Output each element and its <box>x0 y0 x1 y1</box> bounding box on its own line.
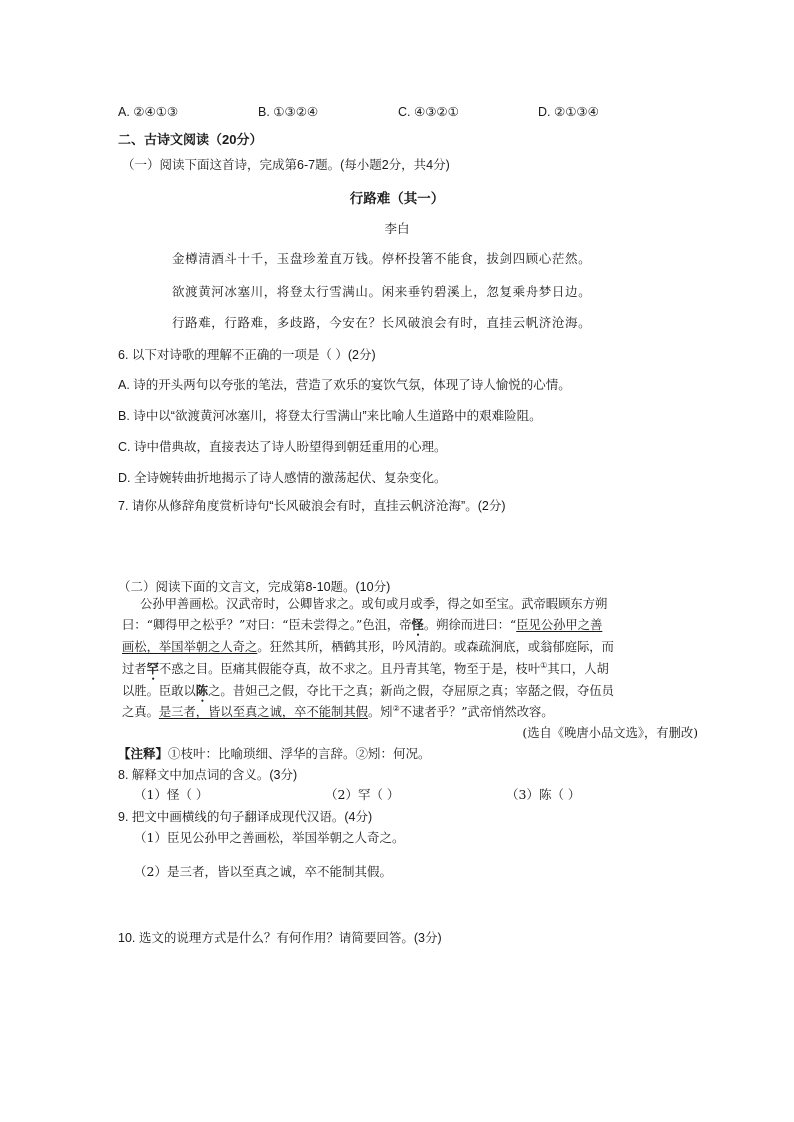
dotted-word-chen: 陈 <box>195 683 209 698</box>
passage-line: 画松，举国举朝之人奇之。狂然其所，栖鹤其形，吟风清韵。或森疏涧底，或翁郁庭际，而 <box>122 640 614 654</box>
q8-item-2: （2）罕（ ） <box>325 787 400 802</box>
option-a: A. ②④①③ <box>118 105 179 119</box>
q8-items <box>134 785 580 803</box>
q8-item-3: （3）陈（ ） <box>506 787 581 802</box>
part2-intro: （二）阅读下面的文言文，完成第8-10题。(10分) <box>118 580 391 594</box>
passage-line: 公孙甲善画松。汉武帝时，公卿皆求之。或旬或月或季，得之如至宝。武帝暇顾东方朔 <box>140 597 608 611</box>
q6-option-a: A. 诗的开头两句以夸张的笔法，营造了欢乐的宴饮气氛，体现了诗人愉悦的心情。 <box>118 378 571 392</box>
notes: 【注释】①枝叶：比喻琐细、浮华的言辞。②矧：何况。 <box>118 746 431 761</box>
dotted-word-han: 罕 <box>146 661 159 676</box>
poem-line: 行路难，行路难，多歧路，今安在？长风破浪会有时，直挂云帆济沧海。 <box>172 315 592 330</box>
poem-author: 李白 <box>384 222 410 236</box>
question-8: 8. 解释文中加点词的含义。(3分) <box>118 768 298 782</box>
section-heading: 二、古诗文阅读（20分） <box>118 132 263 147</box>
q6-option-b: B. 诗中以“欲渡黄河冰塞川，将登太行雪满山”来比喻人生道路中的艰难险阻。 <box>118 409 542 423</box>
passage-line: 过者罕不惑之目。臣痛其假能夺真，故不求之。且丹青其笔，物至于是，枝叶①其口，人胡 <box>122 660 609 676</box>
q6-option-d: D. 全诗婉转曲折地揭示了诗人感情的激荡起伏、复杂变化。 <box>118 471 447 485</box>
dotted-word-guai: 怪 <box>411 617 424 632</box>
question-9: 9. 把文中画横线的句子翻译成现代汉语。(4分) <box>118 810 373 824</box>
q8-item-1: （1）怪（ ） <box>134 787 209 802</box>
passage-source: (选自《晚唐小品文选》，有删改) <box>522 726 698 740</box>
underlined-sentence-2: 是三者，皆以至真之诚，卒不能制其假 <box>158 705 368 719</box>
underlined-sentence-1: 臣见公孙甲之善 <box>516 618 603 632</box>
passage-line: 曰：“卿得甲之松乎？”对曰：“臣未尝得之。”色沮，帝怪。朔徐而进曰：“臣见公孙甲之善 <box>122 617 603 632</box>
poem-line: 金樽清酒斗十千，玉盘珍羞直万钱。停杯投箸不能食，拔剑四顾心茫然。 <box>172 251 592 266</box>
passage-line: 之真。是三者，皆以至真之诚，卒不能制其假。矧②不逮者乎？”武帝悄然改容。 <box>122 703 554 719</box>
passage-line: 以胜。臣敢以陈之。昔妲己之假，夺比干之真；新尚之假，夺屈原之真；宰嚭之假，夺伍员 <box>122 683 614 698</box>
question-6: 6. 以下对诗歌的理解不正确的一项是（ ）(2分) <box>118 348 376 362</box>
q6-option-c: C. 诗中借典故，直接表达了诗人盼望得到朝廷重用的心理。 <box>118 440 447 454</box>
option-b: B. ①③②④ <box>258 105 319 119</box>
poem-line: 欲渡黄河冰塞川，将登太行雪满山。闲来垂钓碧溪上，忽复乘舟梦日边。 <box>172 284 592 299</box>
q9-item-2: （2）是三者，皆以至真之诚，卒不能制其假。 <box>134 864 392 879</box>
question-7: 7. 请你从修辞角度赏析诗句“长风破浪会有时，直挂云帆济沧海”。(2分) <box>118 499 506 513</box>
poem-title: 行路难（其一） <box>349 191 445 206</box>
options-row-top <box>118 104 599 119</box>
underlined-sentence-1: 画松，举国举朝之人奇之 <box>122 640 258 654</box>
option-c: C. ④③②① <box>398 105 459 119</box>
option-d: D. ②①③④ <box>538 105 599 119</box>
part1-intro: （一）阅读下面这首诗，完成第6-7题。(每小题2分，共4分) <box>122 158 450 172</box>
q9-item-1: （1）臣见公孙甲之善画松，举国举朝之人奇之。 <box>134 830 405 845</box>
question-10: 10. 选文的说理方式是什么？有何作用？请简要回答。(3分) <box>118 931 442 945</box>
